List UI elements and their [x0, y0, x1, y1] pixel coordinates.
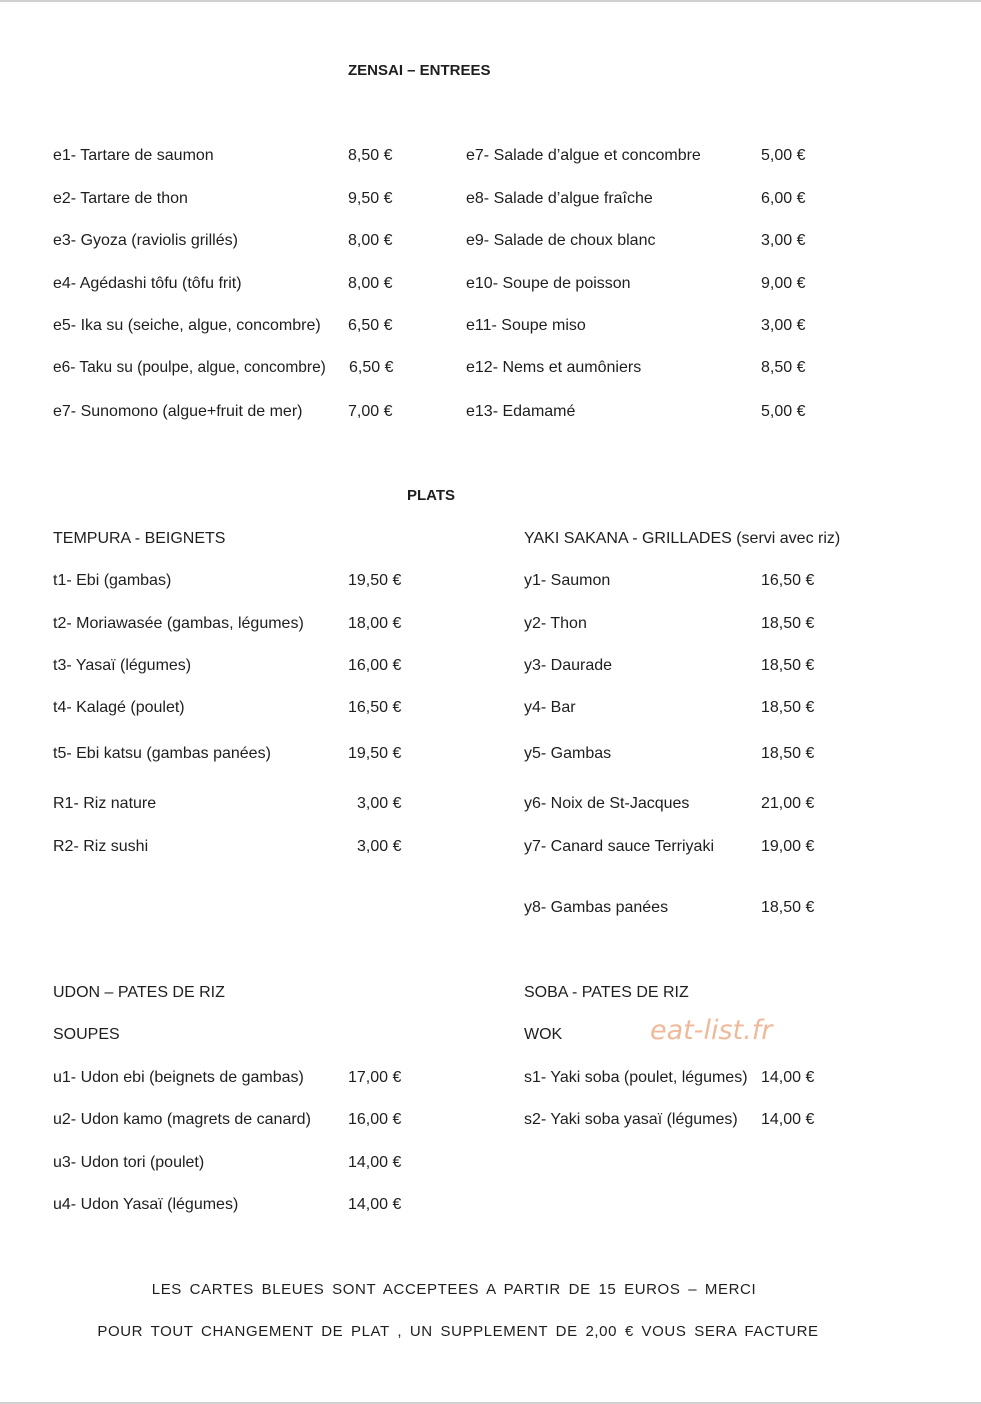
- menu-item-name: y8- Gambas panées: [524, 899, 669, 916]
- menu-item-name: y3- Daurade: [524, 657, 613, 674]
- menu-item-name: y6- Noix de St-Jacques: [524, 795, 690, 812]
- menu-item-name: e10- Soupe de poisson: [466, 275, 631, 292]
- menu-item-name: e13- Edamamé: [466, 403, 576, 420]
- menu-item-price: 8,50 €: [348, 147, 393, 164]
- menu-item-name: y2- Thon: [524, 615, 587, 632]
- menu-item-price: 16,50 €: [761, 572, 815, 589]
- watermark-logo: eat-list.fr: [650, 1015, 773, 1046]
- udon-subheading: SOUPES: [53, 1026, 120, 1043]
- menu-item-name: t3- Yasaï (légumes): [53, 657, 192, 674]
- menu-item-name: u4- Udon Yasaï (légumes): [53, 1196, 239, 1213]
- menu-item-name: t5- Ebi katsu (gambas panées): [53, 745, 271, 762]
- menu-item-price: 18,50 €: [761, 899, 815, 916]
- soba-subheading: WOK: [524, 1026, 563, 1043]
- menu-item-price: 19,50 €: [348, 572, 402, 589]
- menu-item-price: 16,00 €: [348, 1111, 402, 1128]
- page-top-border: [0, 0, 981, 2]
- menu-item-price: 7,00 €: [348, 403, 393, 420]
- menu-item-name: e8- Salade d’algue fraîche: [466, 190, 653, 207]
- menu-item-price: 3,00 €: [761, 317, 806, 334]
- menu-item-price: 19,00 €: [761, 838, 815, 855]
- menu-item-price: 3,00 €: [357, 838, 402, 855]
- menu-item-price: 18,50 €: [761, 657, 815, 674]
- menu-item-price: 18,50 €: [761, 615, 815, 632]
- menu-item-price: 14,00 €: [348, 1154, 402, 1171]
- menu-item-name: e9- Salade de choux blanc: [466, 232, 656, 249]
- menu-item-name: e12- Nems et aumôniers: [466, 359, 642, 376]
- menu-item-price: 5,00 €: [761, 403, 806, 420]
- menu-item-price: 3,00 €: [761, 232, 806, 249]
- menu-item-name: e11- Soupe miso: [466, 317, 586, 334]
- menu-item-price: 18,50 €: [761, 745, 815, 762]
- menu-item-price: 8,50 €: [761, 359, 806, 376]
- menu-item-name: y5- Gambas: [524, 745, 612, 762]
- menu-item-name: u3- Udon tori (poulet): [53, 1154, 205, 1171]
- menu-item-name: e4- Agédashi tôfu (tôfu frit): [53, 275, 242, 292]
- menu-item-name: y1- Saumon: [524, 572, 611, 589]
- menu-item-price: 14,00 €: [761, 1111, 815, 1128]
- menu-item-price: 16,00 €: [348, 657, 402, 674]
- menu-item-name: e6- Taku su (poulpe, algue, concombre): [53, 359, 326, 376]
- menu-item-price: 6,50 €: [348, 317, 393, 334]
- menu-item-price: 14,00 €: [761, 1069, 815, 1086]
- menu-item-price: 17,00 €: [348, 1069, 402, 1086]
- menu-item-name: e7- Salade d’algue et concombre: [466, 147, 701, 164]
- entrees-title: ZENSAI – ENTREES: [348, 62, 491, 79]
- menu-item-name: t2- Moriawasée (gambas, légumes): [53, 615, 304, 632]
- menu-item-name: e5- Ika su (seiche, algue, concombre): [53, 317, 321, 334]
- menu-item-price: 6,00 €: [761, 190, 806, 207]
- menu-item-price: 8,00 €: [348, 275, 393, 292]
- menu-item-name: s2- Yaki soba yasaï (légumes): [524, 1111, 738, 1128]
- menu-item-price: 21,00 €: [761, 795, 815, 812]
- menu-item-name: R1- Riz nature: [53, 795, 157, 812]
- menu-item-name: e3- Gyoza (raviolis grillés): [53, 232, 238, 249]
- menu-item-price: 5,00 €: [761, 147, 806, 164]
- menu-item-price: 3,00 €: [357, 795, 402, 812]
- menu-item-name: t4- Kalagé (poulet): [53, 699, 185, 716]
- menu-item-price: 9,00 €: [761, 275, 806, 292]
- menu-item-name: R2- Riz sushi: [53, 838, 149, 855]
- menu-item-name: e2- Tartare de thon: [53, 190, 188, 207]
- menu-item-price: 9,50 €: [348, 190, 393, 207]
- menu-item-price: 8,00 €: [348, 232, 393, 249]
- yaki-heading: YAKI SAKANA - GRILLADES (servi avec riz): [524, 530, 841, 547]
- menu-item-name: u1- Udon ebi (beignets de gambas): [53, 1069, 304, 1086]
- udon-heading: UDON – PATES DE RIZ: [53, 984, 225, 1001]
- menu-item-name: u2- Udon kamo (magrets de canard): [53, 1111, 311, 1128]
- footer-line-2: POUR TOUT CHANGEMENT DE PLAT , UN SUPPLEMENT DE 2,00 € VOUS SERA FACTURE: [97, 1323, 819, 1340]
- menu-item-price: 18,00 €: [348, 615, 402, 632]
- menu-item-price: 16,50 €: [348, 699, 402, 716]
- menu-item-price: 6,50 €: [349, 359, 394, 376]
- soba-heading: SOBA - PATES DE RIZ: [524, 984, 689, 1001]
- menu-item-name: e7- Sunomono (algue+fruit de mer): [53, 403, 303, 420]
- menu-item-name: y7- Canard sauce Terriyaki: [524, 838, 715, 855]
- menu-item-name: e1- Tartare de saumon: [53, 147, 214, 164]
- tempura-heading: TEMPURA - BEIGNETS: [53, 530, 226, 547]
- menu-item-price: 19,50 €: [348, 745, 402, 762]
- menu-item-name: t1- Ebi (gambas): [53, 572, 172, 589]
- menu-item-price: 14,00 €: [348, 1196, 402, 1213]
- footer-line-1: LES CARTES BLEUES SONT ACCEPTEES A PARTIR DE 15 EUROS – MERCI: [151, 1281, 757, 1298]
- menu-item-name: y4- Bar: [524, 699, 576, 716]
- plats-title: PLATS: [407, 487, 456, 504]
- menu-item-price: 18,50 €: [761, 699, 815, 716]
- menu-item-name: s1- Yaki soba (poulet, légumes): [524, 1069, 748, 1086]
